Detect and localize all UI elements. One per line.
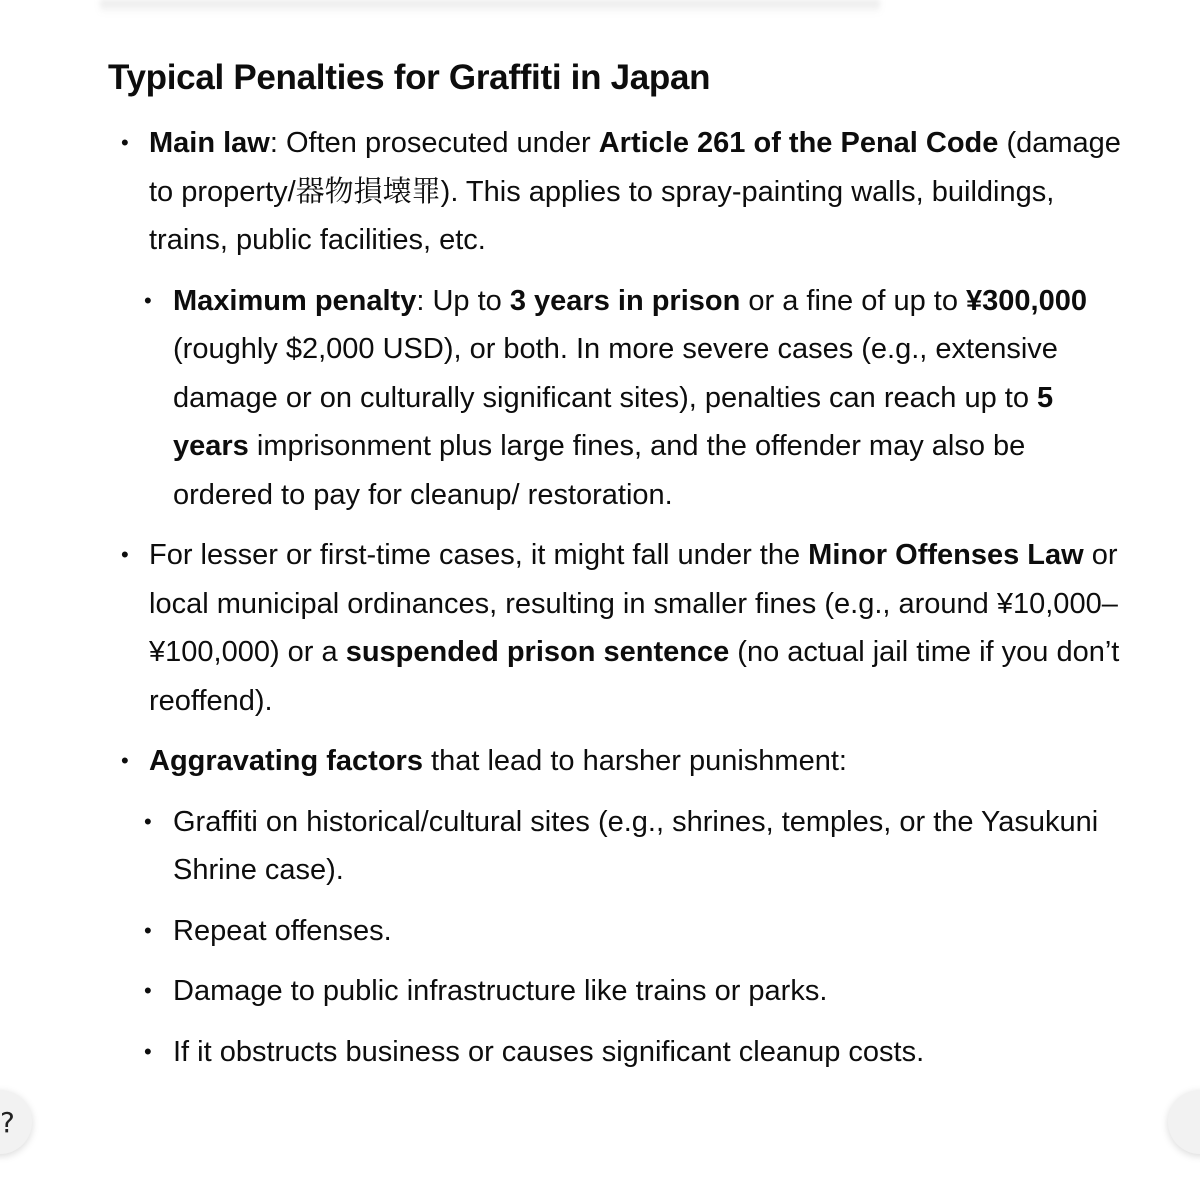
item-text: (no actual jail time if you don’t reoffend). <box>149 636 1120 717</box>
list-item-aggravating-factors <box>108 737 1128 1076</box>
item-text: that lead to harsher punishment: <box>422 745 847 777</box>
bold-text: 3 years in prison <box>509 284 741 317</box>
sub-list <box>149 798 1128 1077</box>
response-content <box>108 54 1128 1088</box>
sub-item-obstructs-business: • If it obstructs business or causes significant cleanup costs. <box>149 1028 1128 1077</box>
bold-text: 5 years <box>173 381 1054 462</box>
item-text: : Up to <box>416 284 510 317</box>
bold-text: Minor Offenses Law <box>808 539 1084 571</box>
bold-text: Main law <box>149 127 270 159</box>
penalties-list <box>108 119 1128 1076</box>
item-text: For lesser or first-time cases, it might fall under the <box>149 539 809 571</box>
bold-text: ¥300,000 <box>966 284 1088 317</box>
bold-text: suspended prison sentence <box>345 636 730 668</box>
item-text: : Often prosecuted under <box>269 127 599 159</box>
help-button[interactable] <box>0 1090 32 1154</box>
sub-item-public-infrastructure: • Damage to public infrastructure like trains or parks. <box>149 967 1128 1016</box>
list-item-main-law <box>108 119 1128 519</box>
sub-list <box>149 277 1128 520</box>
previous-text-fade <box>100 0 880 14</box>
question-icon: ? <box>0 1106 15 1139</box>
item-text: (roughly $2,000 USD), or both. In more severe cases (e.g., extensive damage or on culturally significant sites), penalties can reach up to <box>173 333 1058 414</box>
item-text: or local municipal ordinances, resulting in smaller fines (e.g., around ¥10,000–¥100,000) or a <box>149 539 1118 668</box>
side-action-button[interactable] <box>1168 1090 1200 1154</box>
bold-text: Aggravating factors <box>149 745 423 777</box>
list-item-lesser-cases <box>108 531 1128 725</box>
section-heading: Typical Penalties for Graffiti in Japan <box>108 58 711 97</box>
bold-text: Article 261 of the Penal Code <box>598 127 999 159</box>
item-text: or a fine of up to <box>740 284 967 317</box>
sub-item-repeat-offenses: • Repeat offenses. <box>149 907 1128 956</box>
bold-text: Maximum penalty <box>173 284 417 317</box>
sub-item-historical-sites: • Graffiti on historical/cultural sites (e.g., shrines, temples, or the Yasukuni Shrine case). <box>149 798 1128 895</box>
list-item-maximum-penalty <box>149 277 1128 520</box>
item-text: (damage to property/器物損壊罪). This applies to spray-painting walls, buildings, trains, public facilities, etc. <box>149 127 1121 256</box>
item-text: imprisonment plus large fines, and the offender may also be ordered to pay for cleanup/ restoration. <box>173 430 1026 511</box>
